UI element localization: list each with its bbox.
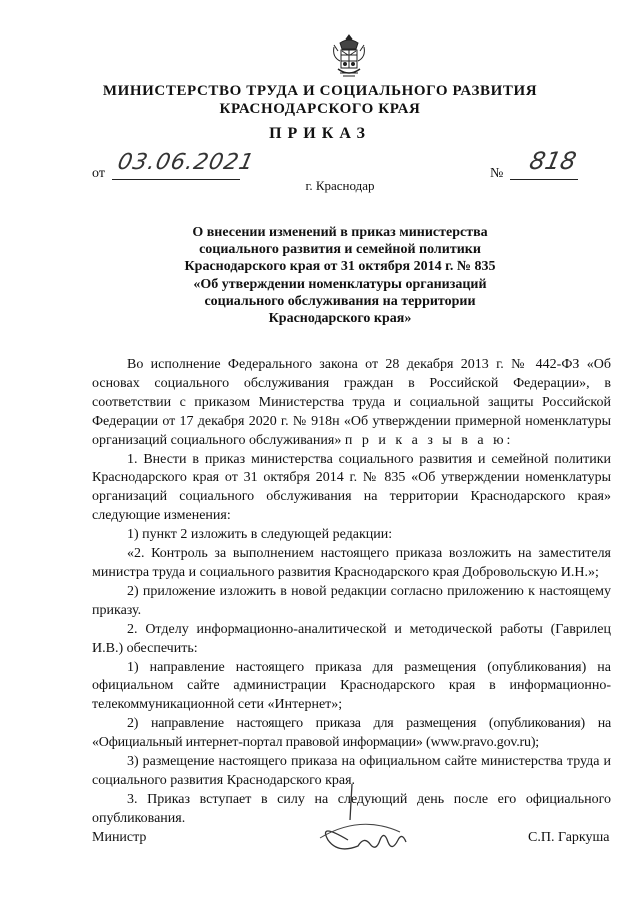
paragraph-1-quote: «2. Контроль за выполнением настоящего приказа возложить на заместителя министра труда и социального развития Краснодарского края Добровольскую И.Н.»;	[92, 546, 611, 580]
handwritten-number: 818	[527, 147, 579, 175]
paragraph-2-1: 1) направление настоящего приказа для размещения (опубликования) на официальном сайте администрации Краснодарского края в информационно-телекоммуникационной сети «Интернет»;	[92, 659, 611, 713]
paragraph-2: 2. Отделу информационно-аналитической и методической работы (Гаврилец И.В.) обеспечить:	[92, 621, 611, 656]
coat-of-arms-icon	[330, 33, 368, 81]
date-prefix: от	[92, 166, 105, 181]
signer-name: С.П. Гаркуша	[528, 830, 610, 845]
ministry-name-line1: МИНИСТЕРСТВО ТРУДА И СОЦИАЛЬНОГО РАЗВИТИЯ	[102, 83, 538, 99]
subject-line: Краснодарского края от 31 октября 2014 г. № 835	[184, 259, 496, 275]
ministry-name-line2: КРАСНОДАРСКОГО КРАЯ	[219, 101, 421, 117]
paragraph-1: 1. Внести в приказ министерства социального развития и семейной политики Краснодарского края от 31 октября 2014 г. № 835 «Об утверждении номенклатуры организаций социального обслуживания на территории Краснодарского края» следующие изменения:	[92, 451, 611, 524]
subject-line: О внесении изменений в приказ министерства	[192, 225, 488, 240]
order-body	[92, 356, 611, 829]
handwritten-date: 03.06.2021	[115, 150, 257, 175]
intro-text: Во исполнение Федерального закона от 28 декабря 2013 г. № 442-ФЗ «Об основах социального обслуживания граждан в Российской Федерации», в соответствии с приказом Министерства труда и социальной защиты Российской Федерации от 17 декабря 2020 г. № 918н «Об утверждении примерной номенклатуры организаций социального обслуживания»	[92, 357, 611, 448]
subject-line: социального развития и семейной политики	[199, 242, 481, 258]
number-prefix: №	[490, 166, 504, 181]
subject-line: Краснодарского края»	[268, 311, 412, 327]
paragraph-3: 3. Приказ вступает в силу на следующий день после его официального опубликования.	[92, 791, 611, 826]
city-label: г. Краснодар	[305, 178, 375, 193]
paragraph-1-2: 2) приложение изложить в новой редакции согласно приложению к настоящему приказу.	[92, 583, 611, 618]
signer-title: Министр	[92, 830, 147, 845]
document-type-title: ПРИКАЗ	[269, 125, 371, 142]
intro-paragraph	[92, 356, 611, 451]
handwritten-signature	[300, 780, 415, 860]
order-subject	[140, 224, 540, 327]
subject-line: социального обслуживания на территории	[204, 293, 476, 309]
paragraph-2-2: 2) направление настоящего приказа для размещения (опубликования) на «Официальный интернет-портал правовой информации» (www.pravo.gov.ru);	[92, 716, 611, 751]
subject-line: «Об утверждении номенклатуры организаций	[193, 276, 487, 292]
paragraph-2-3: 3) размещение настоящего приказа на официальном сайте министерства труда и социального развития Краснодарского края.	[92, 754, 611, 788]
decree-word: п р и к а з ы в а ю:	[344, 432, 514, 448]
paragraph-1-1: 1) пункт 2 изложить в следующей редакции:	[127, 527, 393, 543]
